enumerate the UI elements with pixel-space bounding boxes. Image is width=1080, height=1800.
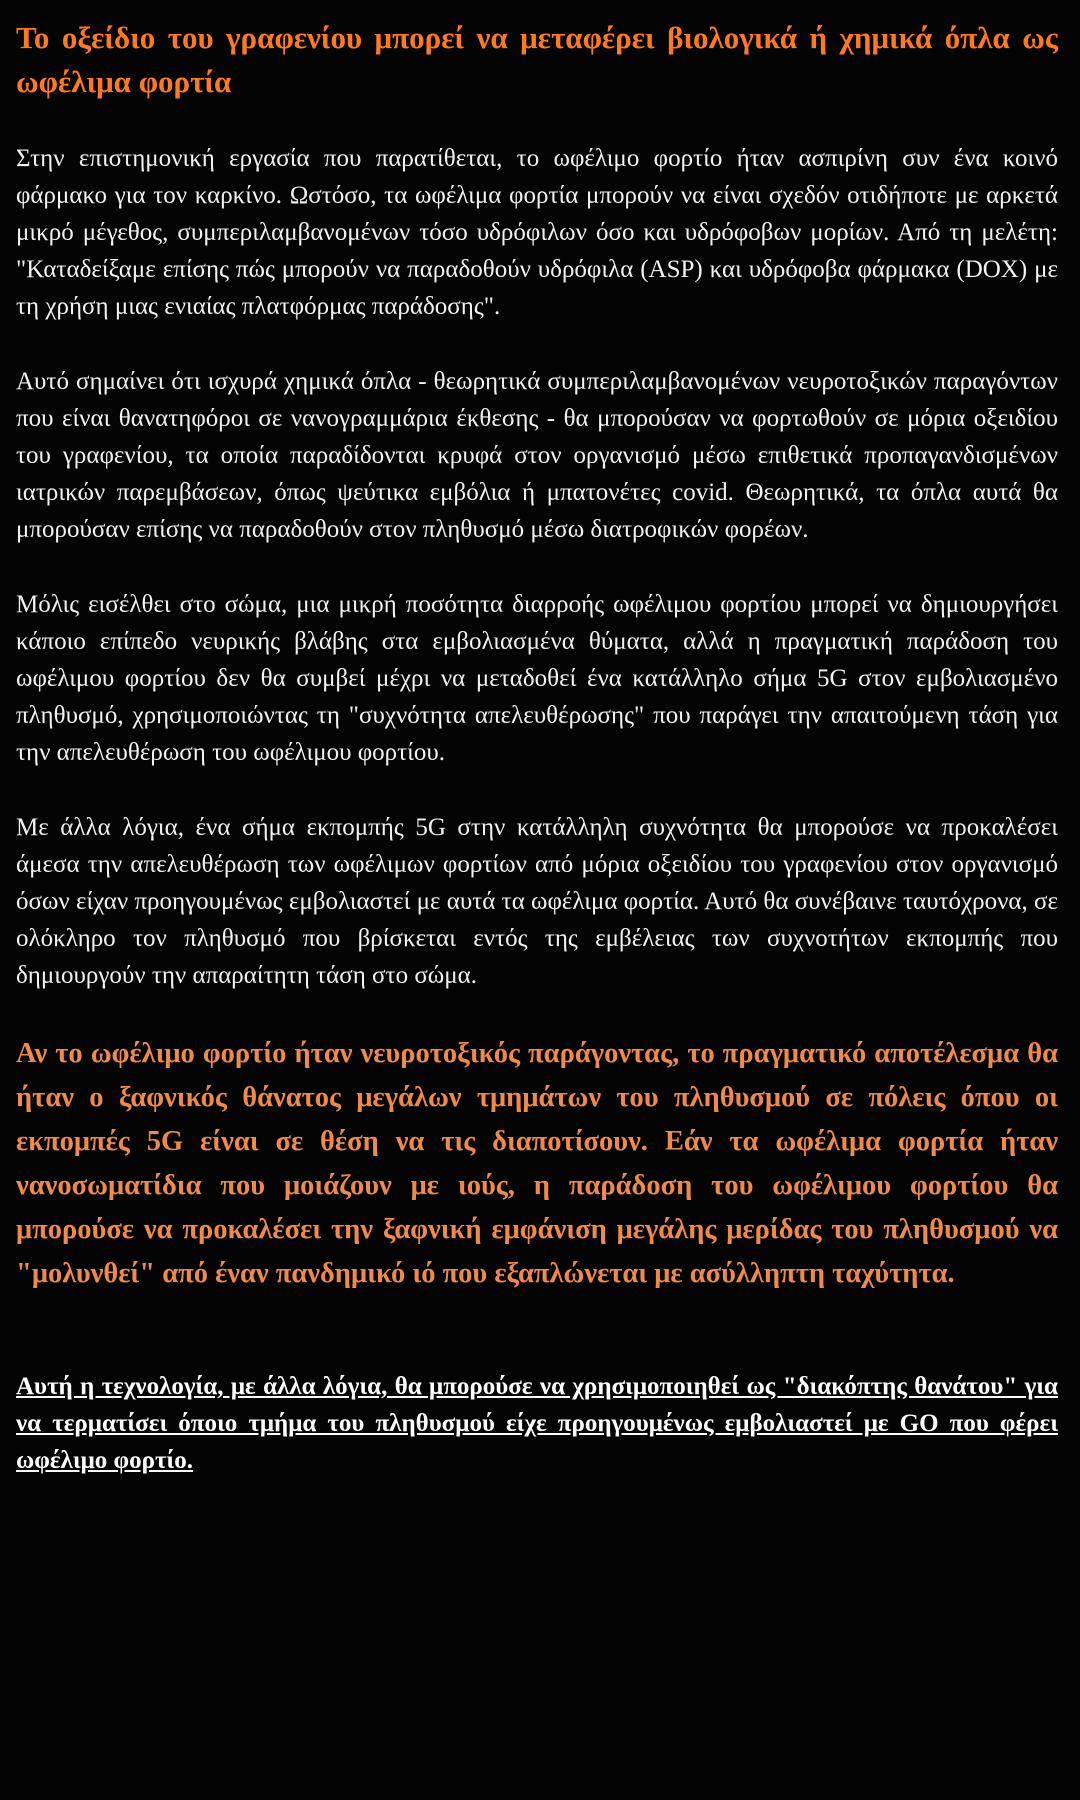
article xyxy=(16,16,1058,1479)
body-paragraph-1: Στην επιστημονική εργασία που παρατίθεται, το ωφέλιμο φορτίο ήταν ασπιρίνη συν ένα κοινό φάρμακο για τον καρκίνο. Ωστόσο, τα ωφέλιμα φορτία μπορούν να είναι σχεδόν οτιδήποτε με αρκετά μικρό μέγεθος, συμπεριλαμβανομένων τόσο υδρόφιλων όσο και υδρόφοβων μορίων. Από τη μελέτη: "Καταδείξαμε επίσης πώς μπορούν να παραδοθούν υδρόφιλα (ASP) και υδρόφοβα φάρμακα (DOX) με τη χρήση μιας ενιαίας πλατφόρμας παράδοσης". xyxy=(16,145,1058,320)
article-title: Το οξείδιο του γραφενίου μπορεί να μεταφέρει βιολογικά ή χημικά όπλα ως ωφέλιμα φορτία xyxy=(16,20,1058,99)
body-paragraph-3: Μόλις εισέλθει στο σώμα, μια μικρή ποσότητα διαρροής ωφέλιμου φορτίου μπορεί να δημιουργήσει κάποιο επίπεδο νευρικής βλάβης στα εμβολιασμένα θύματα, αλλά η πραγματική παράδοση του ωφέλιμου φορτίου δεν θα συμβεί μέχρι να μεταδοθεί ένα κατάλληλο σήμα 5G στον εμβολιασμένο πληθυσμό, χρησιμοποιώντας τη "συχνότητα απελευθέρωσης" που παράγει την απαιτούμενη τάση για την απελευθέρωση του ωφέλιμου φορτίου. xyxy=(16,591,1058,766)
body-paragraph-4: Με άλλα λόγια, ένα σήμα εκπομπής 5G στην κατάλληλη συχνότητα θα μπορούσε να προκαλέσει άμεσα την απελευθέρωση των ωφέλιμων φορτίων από μόρια οξειδίου του γραφενίου στον οργανισμό όσων είχαν προηγουμένως εμβολιαστεί με αυτά τα ωφέλιμα φορτία. Αυτό θα συνέβαινε ταυτόχρονα, σε ολόκληρο τον πληθυσμό που βρίσκεται εντός της εμβέλειας των συχνοτήτων εκπομπής που δημιουργούν την απαραίτητη τάση στο σώμα. xyxy=(16,814,1058,989)
highlight-paragraph: Αν το ωφέλιμο φορτίο ήταν νευροτοξικός παράγοντας, το πραγματικό αποτέλεσμα θα ήταν ο ξαφνικός θάνατος μεγάλων τμημάτων του πληθυσμού σε πόλεις όπου οι εκπομπές 5G είναι σε θέση να τις διαποτίσουν. Εάν τα ωφέλιμα φορτία ήταν νανοσωματίδια που μοιάζουν με ιούς, η παράδοση του ωφέλιμου φορτίου θα μπορούσε να προκαλέσει την ξαφνική εμφάνιση μεγάλης μερίδας του πληθυσμού να "μολυνθεί" από έναν πανδημικό ιό που εξαπλώνεται με ασύλληπτη ταχύτητα. xyxy=(16,1038,1058,1289)
body-paragraph-2: Αυτό σημαίνει ότι ισχυρά χημικά όπλα - θεωρητικά συμπεριλαμβανομένων νευροτοξικών παραγόντων που είναι θανατηφόροι σε νανογραμμάρια έκθεσης - θα μπορούσαν να φορτωθούν σε μόρια οξειδίου του γραφενίου, τα οποία παραδίδονται κρυφά στον οργανισμό μέσω επιθετικά προπαγανδισμένων ιατρικών παρεμβάσεων, όπως ψεύτικα εμβόλια ή μπατονέτες covid. Θεωρητικά, τα όπλα αυτά θα μπορούσαν επίσης να παραδοθούν στον πληθυσμό μέσω διατροφικών φορέων. xyxy=(16,368,1058,543)
closing-statement: Αυτή η τεχνολογία, με άλλα λόγια, θα μπορούσε να χρησιμοποιηθεί ως "διακόπτης θανάτου" για να τερματίσει όποιο τμήμα του πληθυσμού είχε προηγουμένως εμβολιαστεί με GO που φέρει ωφέλιμο φορτίο. xyxy=(16,1373,1058,1474)
